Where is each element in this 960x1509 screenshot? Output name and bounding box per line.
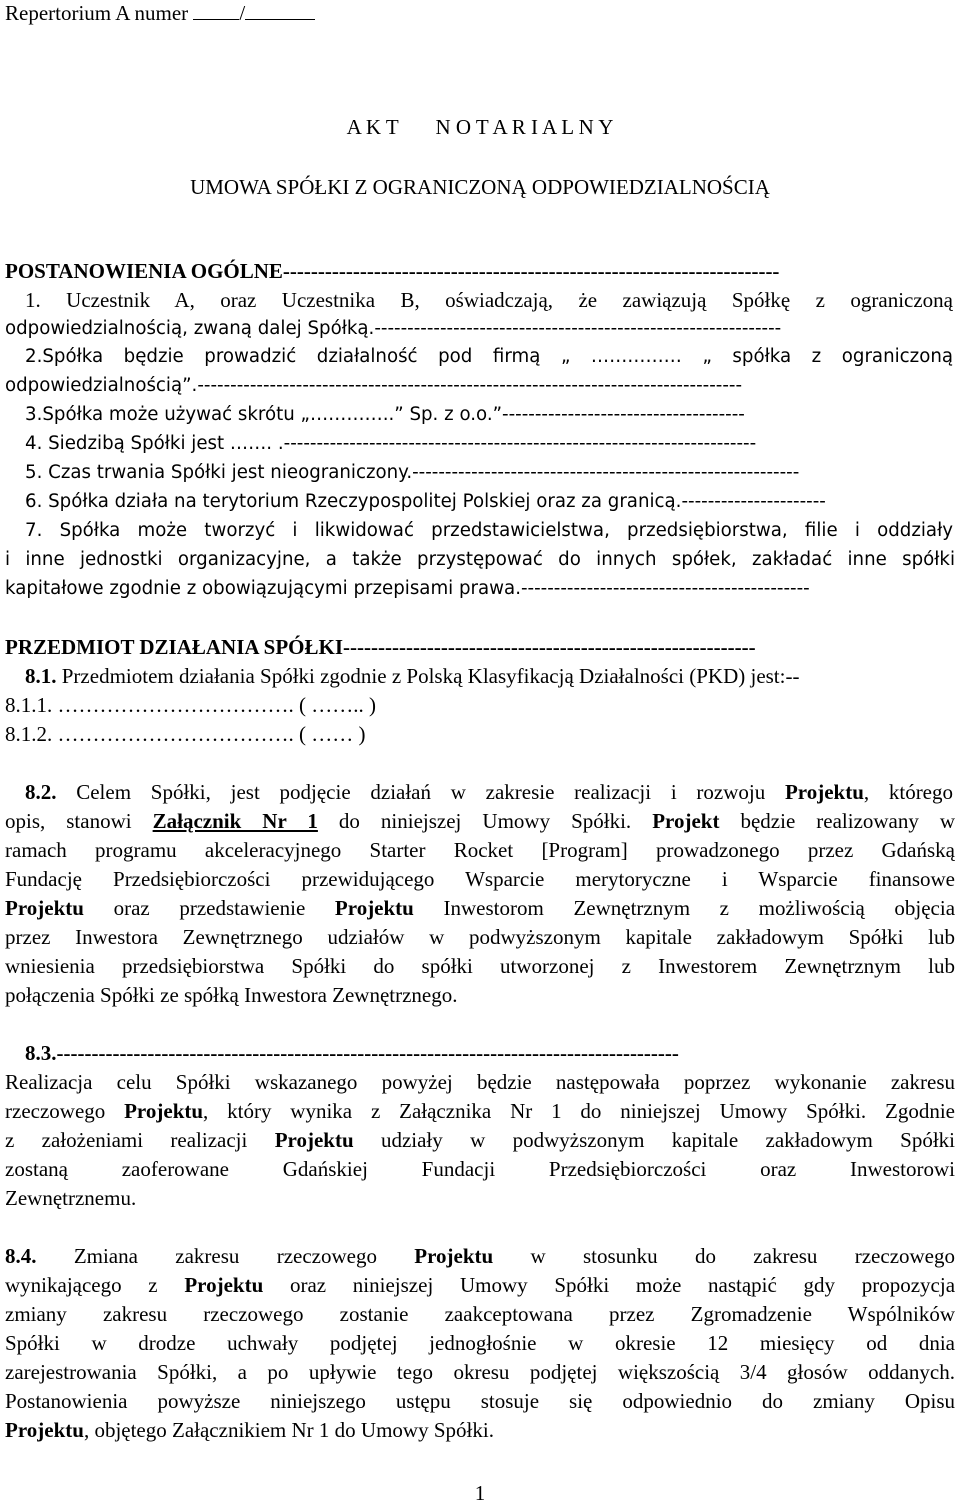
clause-8-2-line-5 (5, 895, 955, 921)
projekt-term: Projektu (414, 1244, 494, 1268)
clause-8-4-text-b: w stosunku do zakresu rzeczowego (530, 1244, 955, 1268)
clause-8-1-number: 8.1. (25, 664, 57, 688)
projekt-term: Projektu (184, 1273, 264, 1297)
clause-8-3-text-c: z założeniami realizacji (5, 1128, 248, 1152)
clause-7-line-2: i inne jednostki organizacyjne, a także przystępować do innych spółek, zakładać inne spółki (5, 549, 955, 570)
repertorium-label: Repertorium A numer (5, 1, 189, 25)
clause-8-1-2: 8.1.2. ……………………………. ( …… ) (5, 722, 366, 746)
clause-8-4-line-5: zarejestrowania Spółki, a po upływie tego okresu podjętej większością 3/4 głosów oddanych. (5, 1360, 955, 1384)
akt-notarialny-title (0, 114, 960, 140)
repertorium-line (5, 0, 955, 26)
clause-8-3-line-2 (5, 1098, 955, 1124)
clause-8-4-line-4: Spółki w drodze uchwały podjętej jednogłośnie w okresie 12 miesięcy od dnia (5, 1331, 955, 1355)
clause-8-2-line-1 (25, 779, 953, 805)
clause-8-2-text-e: będzie realizowany w (740, 809, 955, 833)
clause-7-line-3: kapitałowe zgodnie z obowiązującymi przepisami prawa.-------------------------------------------- (5, 578, 810, 599)
clause-8-3-text-d: udziały w podwyższonym kapitale zakładowym Spółki (380, 1128, 955, 1152)
clause-1-line-2: odpowiedzialnością, zwaną dalej Spółką.-------------------------------------------------------------- (5, 318, 782, 339)
clause-8-1 (25, 663, 960, 689)
repertorium-number-blank (193, 1, 239, 20)
projekt-term: Projektu (5, 896, 84, 920)
clause-4: 4. Siedzibą Spółki jest ……. .------------------------------------------------------------------------ (25, 433, 757, 454)
clause-8-3-line-1: Realizacja celu Spółki wskazanego powyżej będzie następowała poprzez wykonanie zakresu (5, 1070, 955, 1094)
repertorium-year-blank (245, 1, 315, 20)
projekt-term: Projektu (5, 1418, 84, 1442)
clause-8-4-line-7 (5, 1417, 955, 1443)
clause-8-3-line-3 (5, 1127, 955, 1153)
clause-8-2-line-8: połączenia Spółki ze spółką Inwestora Zewnętrznego. (5, 983, 458, 1007)
clause-8-2-line-7: wniesienia przedsiębiorstwa Spółki do spółki utworzonej z Inwestorem Zewnętrznym lub (5, 954, 955, 978)
clause-8-2-text-a: Celem Spółki, jest podjęcie działań w zakresie realizacji i rozwoju (76, 780, 766, 804)
clause-8-2-line-3: ramach programu akceleracyjnego Starter Rocket [Program] prowadzonego przez Gdańską (5, 838, 955, 862)
clause-8-4-text-a: Zmiana zakresu rzeczowego (73, 1244, 377, 1268)
clause-8-2-line-6: przez Inwestora Zewnętrznego udziałów w podwyższonym kapitale zakładowym Spółki lub (5, 925, 955, 949)
clause-8-2-text-c: opis, stanowi (5, 809, 132, 833)
clause-2-line-1: 2.Spółka będzie prowadzić działalność pod firmą „ …………… „ spółka z ograniczoną (25, 346, 953, 367)
clause-8-3-heading: 8.3.----------------------------------------------------------------------------------------- (25, 1041, 679, 1065)
projekt-term: Projektu (274, 1128, 354, 1152)
clause-8-4-line-2 (5, 1272, 955, 1298)
clause-8-3-text-b: , który wynika z Załącznika Nr 1 do niniejszej Umowy Spółki. Zgodnie (203, 1099, 955, 1123)
clause-8-3-text-a: rzeczowego (5, 1099, 106, 1123)
zalacznik-nr-1-term: Załącznik Nr 1 (152, 809, 318, 833)
clause-8-4-text-d: oraz niniejszej Umowy Spółki może nastąpić gdy propozycja (289, 1273, 955, 1297)
clause-3: 3.Spółka może używać skrótu „…………..” Sp. z o.o.”------------------------------------- (25, 404, 745, 425)
clause-7-text: Spółka może tworzyć i likwidować przedstawicielstwa, przedsiębiorstwa, filie i oddziały (59, 520, 953, 541)
clause-2-line-2: odpowiedzialnością”.----------------------------------------------------------------------------------- (5, 375, 743, 396)
notarialny-word: N O T A R I A L N Y (435, 115, 614, 139)
section-przedmiot-dzialania: PRZEDMIOT DZIAŁANIA SPÓŁKI----------------------------------------------------------- (5, 635, 756, 659)
clause-8-4-text-c: wynikającego z (5, 1273, 158, 1297)
clause-8-4-line-3: zmiany zakresu rzeczowego zostanie zaakceptowana przez Zgromadzenie Wspólników (5, 1302, 955, 1326)
clause-5: 5. Czas trwania Spółki jest nieograniczony.----------------------------------------------------------- (25, 462, 800, 483)
clause-8-2-text-f: oraz przedstawienie (113, 896, 306, 920)
clause-8-2-line-2 (5, 808, 955, 834)
akt-word: A K T (346, 115, 399, 139)
clause-7-number: 7. (25, 520, 43, 541)
clause-8-3-line-4: zostaną zaoferowane Gdańskiej Fundacji Przedsiębiorczości oraz Inwestorowi (5, 1157, 955, 1181)
clause-8-2-text-g: Inwestorom Zewnętrznym z możliwością objęcia (443, 896, 955, 920)
projekt-term: Projekt (652, 809, 720, 833)
umowa-title: UMOWA SPÓŁKI Z OGRANICZONĄ ODPOWIEDZIALNOŚCIĄ (190, 175, 770, 199)
section-postanowienia-ogolne: POSTANOWIENIA OGÓLNE----------------------------------------------------------------------- (5, 259, 780, 283)
clause-1-line-1: 1. Uczestnik A, oraz Uczestnika B, oświadczają, że zawiązują Spółkę z ograniczoną (25, 288, 953, 312)
clause-8-1-text: Przedmiotem działania Spółki zgodnie z Polską Klasyfikacją Działalności (PKD) jest:-- (61, 664, 800, 688)
clause-8-2-text-d: do niniejszej Umowy Spółki. (338, 809, 632, 833)
clause-8-4-number: 8.4. (5, 1244, 37, 1268)
clause-8-2-line-4: Fundację Przedsiębiorczości przewidującego Wsparcie merytoryczne i Wsparcie finansowe (5, 867, 955, 891)
clause-7-line-1 (25, 518, 953, 544)
clause-8-3-line-5: Zewnętrznemu. (5, 1186, 137, 1210)
projekt-term: Projektu (784, 780, 864, 804)
clause-8-4-line-6: Postanowienia powyższe niniejszego ustępu stosuje się odpowiednio do zmiany Opisu (5, 1389, 955, 1413)
clause-8-2-number: 8.2. (25, 780, 57, 804)
clause-6: 6. Spółka działa na terytorium Rzeczypospolitej Polskiej oraz za granicą.---------------------- (25, 491, 826, 512)
clause-8-2-text-b: , którego (863, 780, 953, 804)
projekt-term: Projektu (334, 896, 414, 920)
clause-8-4-text-e: , objętego Załącznikiem Nr 1 do Umowy Spółki. (83, 1418, 494, 1442)
projekt-term: Projektu (124, 1099, 204, 1123)
repertorium-slash: / (239, 1, 246, 25)
clause-8-1-1: 8.1.1. ……………………………. ( …….. ) (5, 693, 376, 717)
clause-8-4-line-1 (5, 1243, 955, 1269)
page-number: 1 (474, 1481, 486, 1505)
